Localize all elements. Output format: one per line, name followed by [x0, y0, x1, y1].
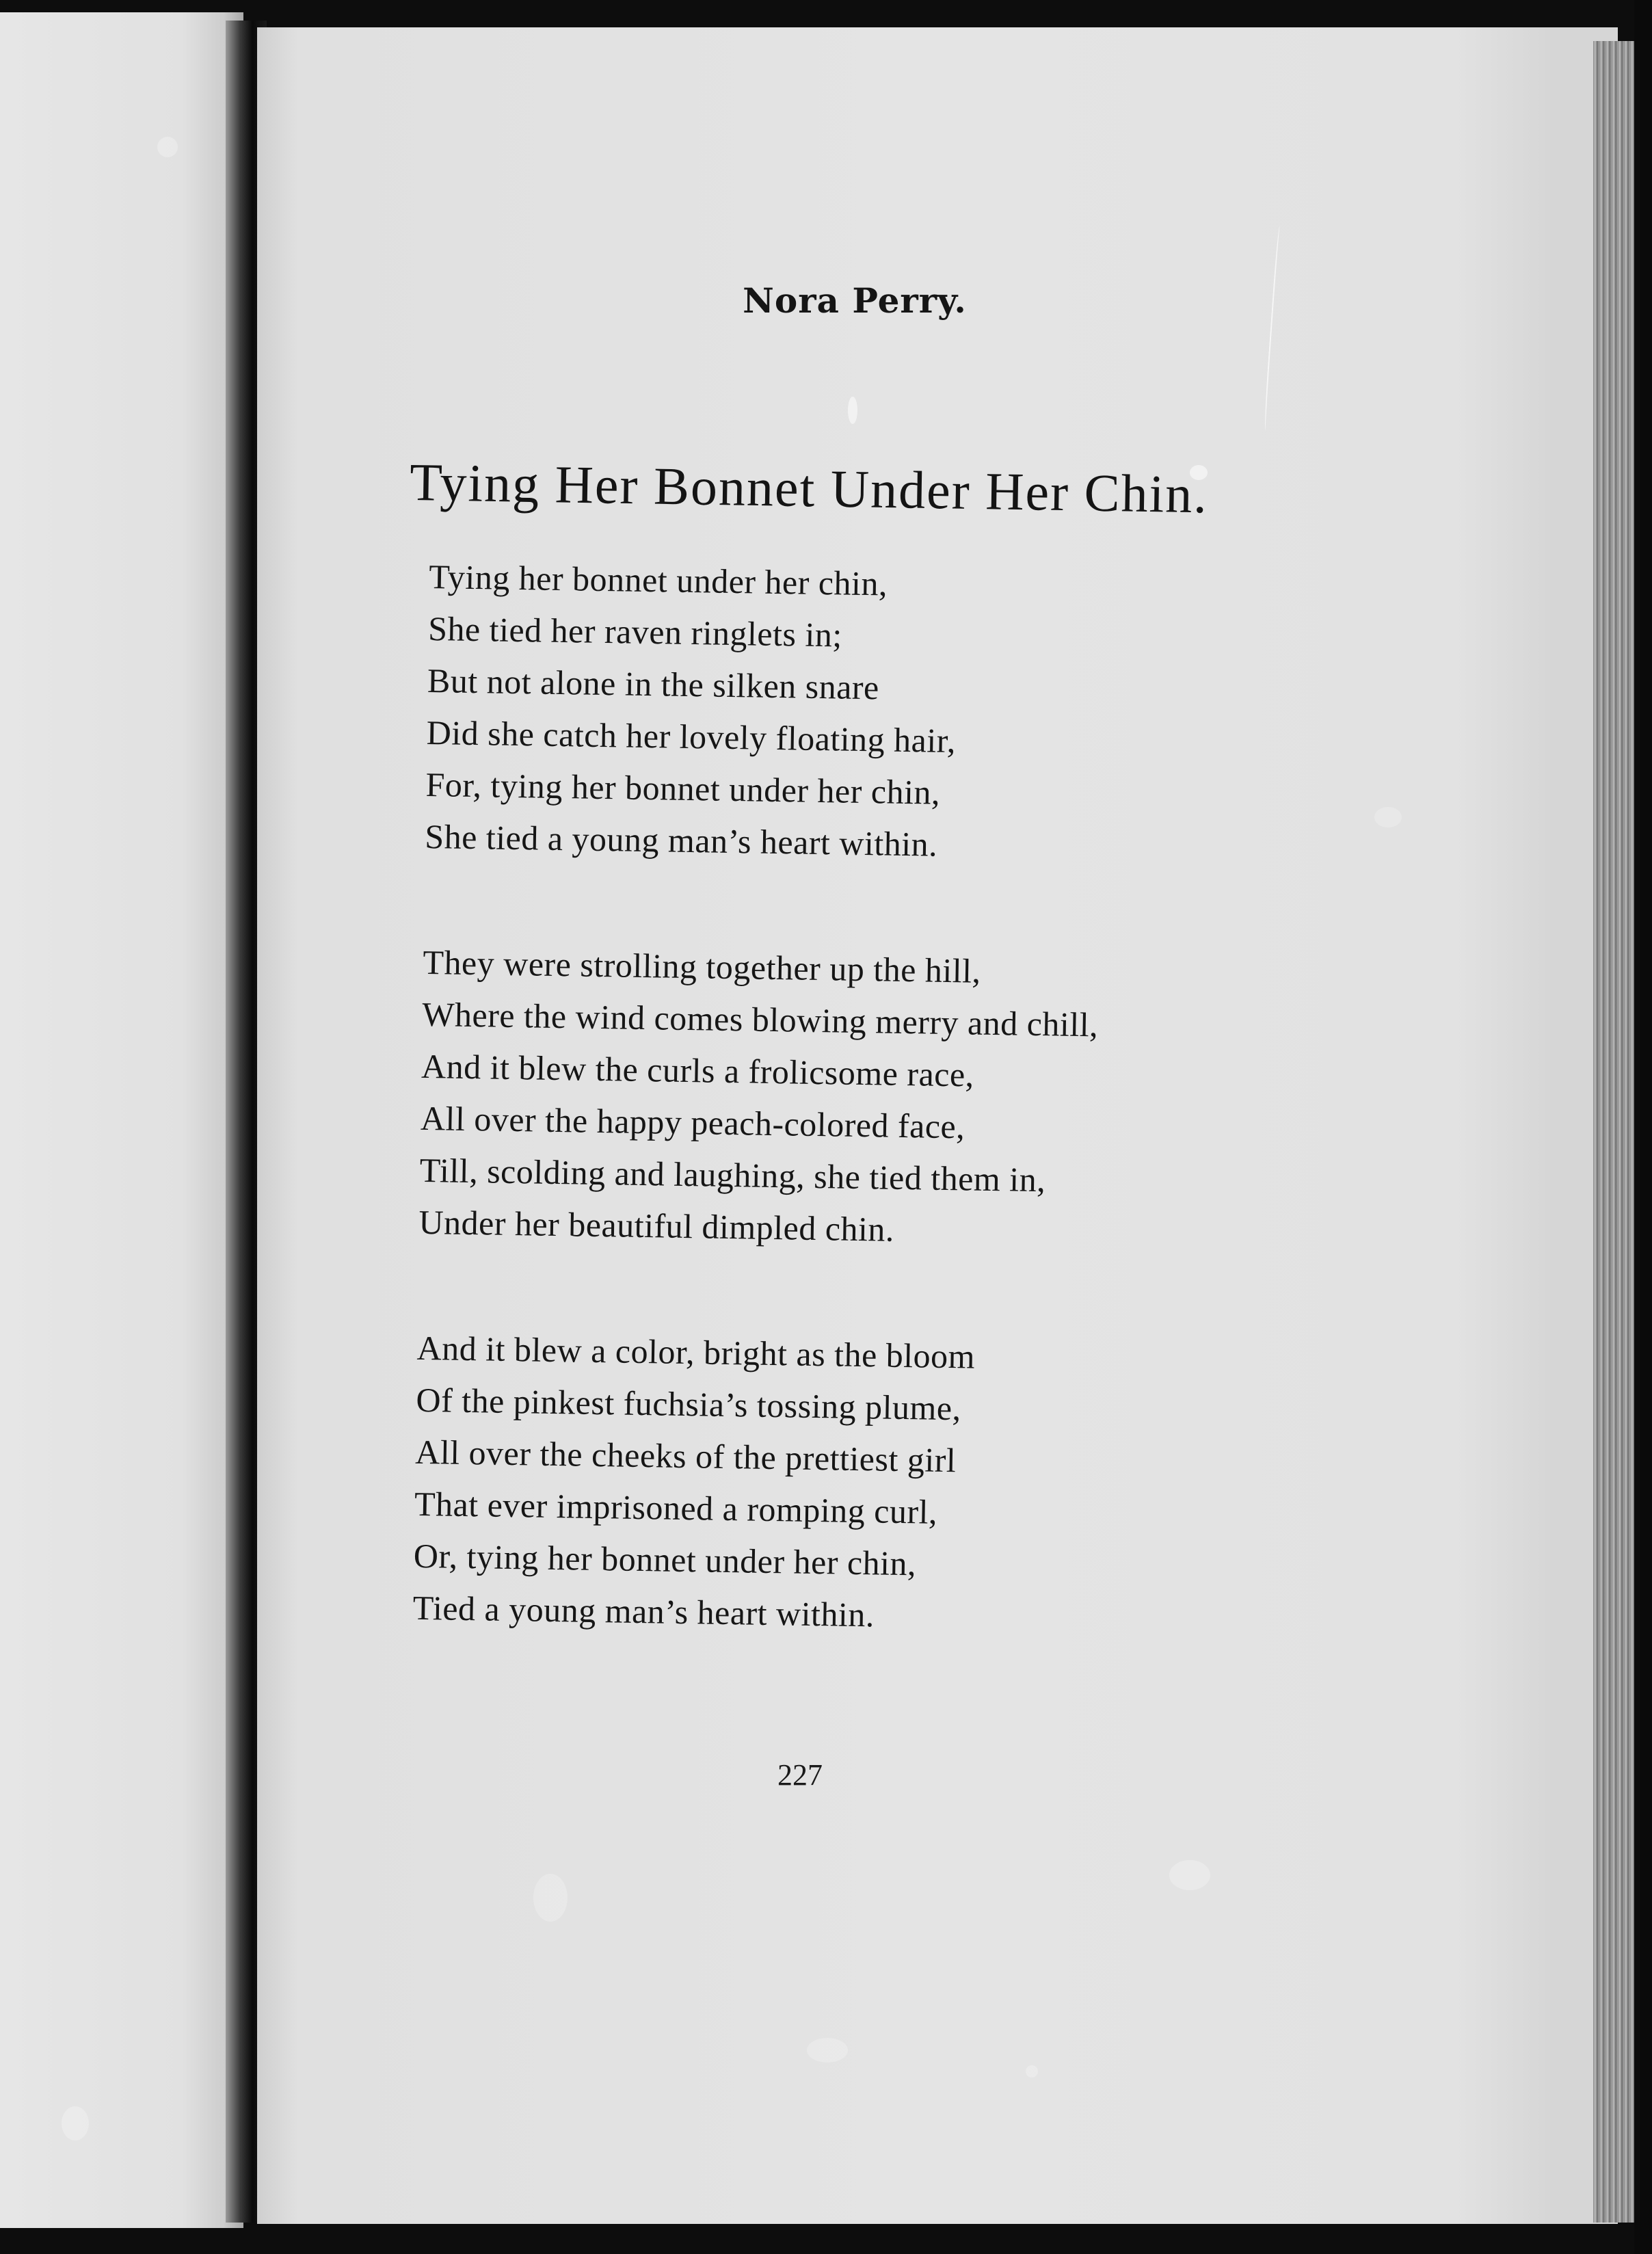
poem-line: She tied a young man’s heart within.: [424, 817, 938, 864]
poem-body: [411, 551, 1283, 1721]
stanza: [412, 1322, 1272, 1647]
poem-line: Till, scolding and laughing, she tied them in,: [419, 1150, 1046, 1199]
poem-line: They were strolling together up the hill,: [423, 942, 982, 990]
dust-speck: [533, 1874, 568, 1922]
poem-line: Where the wind comes blowing merry and chill,: [421, 994, 1099, 1044]
dust-speck: [1169, 1860, 1210, 1890]
poem-line: All over the cheeks of the prettiest girl: [414, 1432, 957, 1480]
poem-line: That ever imprisoned a romping curl,: [414, 1484, 938, 1531]
poem-line: For, tying her bonnet under her chin,: [425, 765, 941, 812]
poem-line: And it blew a color, bright as the bloom: [416, 1328, 976, 1376]
poem-line: All over the happy peach-colored face,: [420, 1098, 965, 1146]
poem-line: Tying her bonnet under her chin,: [428, 557, 888, 603]
left-page: [0, 12, 243, 2228]
poem-line: Did she catch her lovely floating hair,: [426, 713, 957, 760]
page-number: 227: [777, 1758, 823, 1792]
stanza: [418, 936, 1278, 1262]
poem-line: Tied a young man’s heart within.: [412, 1588, 875, 1634]
poem-line: And it blew the curls a frolicsome race,: [421, 1046, 975, 1094]
dust-speck: [157, 137, 178, 157]
page-edges: [1593, 41, 1634, 2223]
stanza: [425, 551, 1284, 876]
running-head: Nora Perry.: [743, 280, 967, 321]
poem-line: Or, tying her bonnet under her chin,: [413, 1536, 917, 1583]
poem-line: Of the pinkest fuchsia’s tossing plume,: [416, 1380, 962, 1428]
poem-line: She tied her raven ringlets in;: [427, 609, 843, 654]
poem-line: But not alone in the silken snare: [427, 661, 880, 707]
dust-speck: [1026, 2065, 1038, 2078]
poem-title: Tying Her Bonnet Under Her Chin.: [409, 451, 1209, 525]
dust-speck: [807, 2038, 848, 2063]
dust-speck: [62, 2106, 89, 2140]
scan-border: [1634, 0, 1652, 2254]
dust-speck: [1374, 807, 1402, 827]
dust-speck: [848, 397, 857, 424]
poem-line: Under her beautiful dimpled chin.: [418, 1202, 895, 1249]
